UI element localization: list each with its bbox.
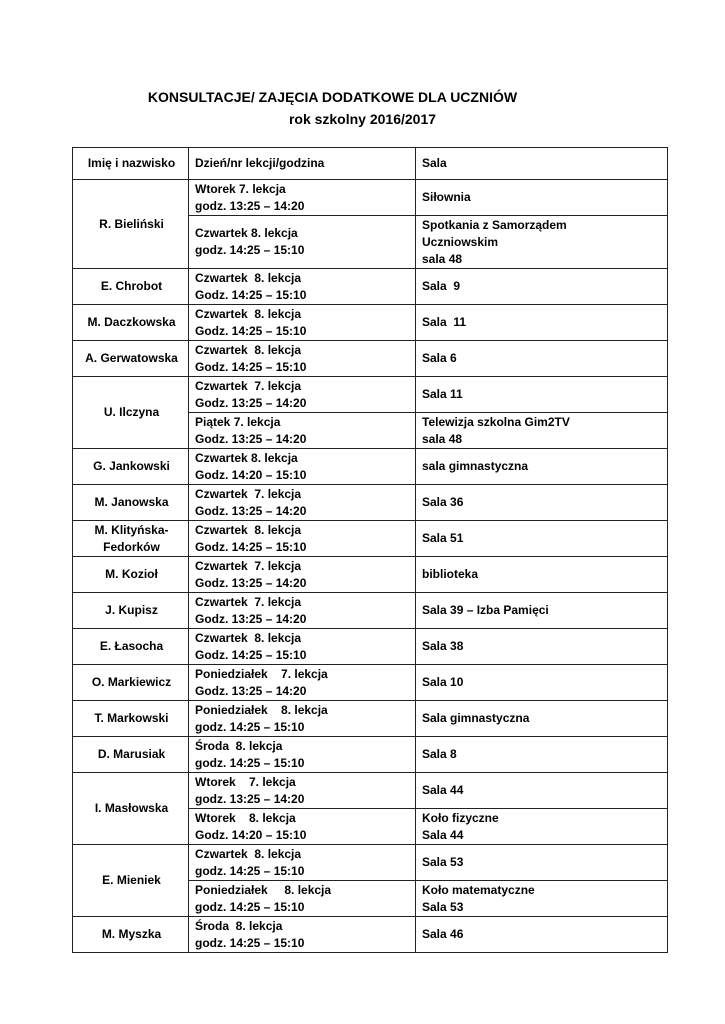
table-row	[73, 917, 668, 953]
room-cell	[416, 809, 668, 845]
schedule-cell	[189, 629, 416, 665]
schedule-cell	[189, 809, 416, 845]
schedule-cell	[189, 521, 416, 557]
lesson-time: godz. 13:25 – 14:20	[195, 198, 305, 213]
header-day: Dzień/nr lekcji/godzina	[189, 148, 416, 180]
lesson-day: Piątek 7. lekcja	[195, 414, 281, 429]
lesson-day: Środa 8. lekcja	[195, 738, 283, 753]
lesson-time: Godz. 14:25 – 15:10	[195, 359, 307, 374]
table-row	[73, 593, 668, 629]
lesson-day: Czwartek 8. lekcja	[195, 306, 302, 321]
room-label: Sala 11	[422, 315, 467, 329]
lesson-time: godz. 14:25 – 15:10	[195, 899, 305, 914]
table-row	[73, 521, 668, 557]
lesson-day: Czwartek 8. lekcja	[195, 270, 302, 285]
room-cell	[416, 773, 668, 809]
room-label: Telewizja szkolna Gim2TV	[422, 414, 570, 429]
room-cell	[416, 305, 668, 341]
teacher-name: M. Klityńska-	[94, 522, 169, 537]
consultation-table	[72, 147, 668, 953]
table-header-row	[73, 148, 668, 180]
lesson-day: Poniedziałek 7. lekcja	[195, 666, 328, 681]
lesson-day: Czwartek 7. lekcja	[195, 558, 302, 573]
table-row	[73, 449, 668, 485]
room-label: Sala 9	[422, 279, 461, 293]
table-row	[73, 305, 668, 341]
schedule-cell	[189, 737, 416, 773]
lesson-time: godz. 14:25 – 15:10	[195, 243, 305, 257]
lesson-time: Godz. 13:25 – 14:20	[195, 431, 307, 446]
lesson-time: godz. 14:25 – 15:10	[195, 863, 305, 878]
room-label: Siłownia	[422, 190, 471, 204]
schedule-cell	[189, 917, 416, 953]
teacher-name-cell	[73, 593, 189, 629]
room-label: sala 48	[422, 431, 463, 446]
room-cell	[416, 341, 668, 377]
room-label: Sala 38	[422, 639, 464, 653]
teacher-name: D. Marusiak	[97, 747, 166, 761]
room-cell	[416, 629, 668, 665]
table-row	[73, 557, 668, 593]
teacher-name: T. Markowski	[94, 711, 169, 725]
teacher-name: O. Markiewicz	[91, 675, 172, 689]
teacher-name-cell	[73, 917, 189, 953]
teacher-name-cell	[73, 737, 189, 773]
schedule-cell	[189, 773, 416, 809]
lesson-day: Wtorek 8. lekcja	[195, 810, 296, 825]
room-cell	[416, 180, 668, 216]
teacher-name: E. Chrobot	[100, 279, 163, 293]
teacher-name: M. Janowska	[94, 495, 169, 509]
schedule-cell	[189, 180, 416, 216]
schedule-cell	[189, 557, 416, 593]
teacher-name-cell	[73, 180, 189, 269]
room-label: Sala 46	[422, 927, 464, 941]
room-label: Sala 44	[422, 827, 464, 842]
schedule-cell	[189, 665, 416, 701]
lesson-time: Godz. 13:25 – 14:20	[195, 611, 307, 626]
room-label: Sala 53	[422, 855, 464, 869]
room-cell	[416, 737, 668, 773]
lesson-time: godz. 14:25 – 15:10	[195, 755, 305, 770]
schedule-cell	[189, 413, 416, 449]
room-label: biblioteka	[422, 567, 479, 581]
table-row	[73, 845, 668, 881]
lesson-day: Czwartek 8. lekcja	[195, 846, 302, 861]
header-name: Imię i nazwisko	[73, 148, 189, 180]
teacher-name: R. Bieliński	[99, 216, 164, 231]
teacher-name-cell	[73, 305, 189, 341]
room-cell	[416, 449, 668, 485]
lesson-day: Czwartek 7. lekcja	[195, 486, 302, 501]
schedule-cell	[189, 341, 416, 377]
teacher-name: Fedorków	[103, 539, 160, 554]
room-label: Sala 6	[422, 351, 457, 365]
schedule-cell	[189, 593, 416, 629]
teacher-name: M. Daczkowska	[87, 315, 176, 329]
lesson-time: Godz. 14:20 – 15:10	[195, 467, 307, 482]
lesson-day: Poniedziałek 8. lekcja	[195, 702, 328, 717]
room-label: Sala 8	[422, 747, 457, 761]
teacher-name-cell	[73, 341, 189, 377]
lesson-day: Środa 8. lekcja	[195, 918, 283, 933]
teacher-name-cell	[73, 665, 189, 701]
lesson-time: godz. 14:25 – 15:10	[195, 719, 305, 734]
room-cell	[416, 269, 668, 305]
room-label: Koło fizyczne	[422, 810, 499, 825]
schedule-cell	[189, 377, 416, 413]
lesson-day: Wtorek 7. lekcja	[195, 774, 296, 789]
table-row	[73, 701, 668, 737]
table-row	[73, 485, 668, 521]
teacher-name-cell	[73, 269, 189, 305]
header-room: Sala	[416, 148, 668, 180]
table-row	[73, 737, 668, 773]
room-label: Sala 11	[422, 387, 463, 401]
teacher-name-cell	[73, 557, 189, 593]
teacher-name-cell	[73, 773, 189, 845]
lesson-time: godz. 13:25 – 14:20	[195, 791, 305, 806]
document-title: KONSULTACJE/ ZAJĘCIA DODATKOWE DLA UCZNIÓW	[147, 89, 518, 105]
table-row	[73, 269, 668, 305]
teacher-name: A. Gerwatowska	[85, 351, 178, 365]
room-cell	[416, 216, 668, 269]
schedule-cell	[189, 305, 416, 341]
room-cell	[416, 701, 668, 737]
lesson-time: Godz. 14:25 – 15:10	[195, 647, 307, 662]
schedule-cell	[189, 845, 416, 881]
lesson-day: Czwartek 7. lekcja	[195, 594, 302, 609]
lesson-time: Godz. 14:25 – 15:10	[195, 323, 307, 338]
room-cell	[416, 377, 668, 413]
table-row	[73, 377, 668, 413]
teacher-name: E. Łasocha	[99, 639, 164, 653]
lesson-day: Wtorek 7. lekcja	[195, 181, 286, 196]
room-cell	[416, 665, 668, 701]
teacher-name: I. Masłowska	[94, 801, 169, 815]
lesson-time: Godz. 13:25 – 14:20	[195, 575, 307, 590]
teacher-name: J. Kupisz	[105, 603, 158, 617]
room-cell	[416, 917, 668, 953]
table-row	[73, 665, 668, 701]
teacher-name-cell	[73, 521, 189, 557]
lesson-time: Godz. 14:25 – 15:10	[195, 539, 307, 554]
table-row	[73, 341, 668, 377]
teacher-name-cell	[73, 449, 189, 485]
lesson-day: Czwartek 8. lekcja	[195, 630, 302, 645]
lesson-day: Czwartek 8. lekcja	[195, 226, 298, 240]
room-cell	[416, 413, 668, 449]
document-subtitle: rok szkolny 2016/2017	[288, 111, 437, 127]
lesson-time: Godz. 13:25 – 14:20	[195, 683, 307, 698]
schedule-cell	[189, 881, 416, 917]
room-cell	[416, 845, 668, 881]
room-label: Sala gimnastyczna	[422, 711, 530, 725]
room-label: Koło matematyczne	[422, 882, 535, 897]
schedule-cell	[189, 216, 416, 269]
teacher-name: M. Myszka	[101, 927, 162, 941]
teacher-name: M. Kozioł	[105, 567, 158, 581]
teacher-name: U. Ilczyna	[103, 405, 160, 419]
lesson-day: Czwartek 8. lekcja	[195, 522, 302, 537]
room-label: sala 48	[422, 251, 463, 266]
table-body	[73, 180, 668, 953]
lesson-day: Czwartek 7. lekcja	[195, 378, 302, 393]
table-row	[73, 773, 668, 809]
schedule-cell	[189, 485, 416, 521]
lesson-time: Godz. 14:25 – 15:10	[195, 287, 307, 302]
lesson-day: Poniedziałek 8. lekcja	[195, 882, 332, 897]
schedule-cell	[189, 449, 416, 485]
lesson-day: Czwartek 8. lekcja	[195, 342, 302, 357]
teacher-name: E. Mieniek	[102, 873, 161, 887]
room-cell	[416, 485, 668, 521]
teacher-name-cell	[73, 701, 189, 737]
schedule-cell	[189, 269, 416, 305]
teacher-name-cell	[73, 629, 189, 665]
teacher-name: G. Jankowski	[93, 459, 170, 473]
room-label: Sala 51	[422, 531, 464, 545]
room-cell	[416, 881, 668, 917]
lesson-day: Czwartek 8. lekcja	[195, 450, 298, 465]
teacher-name-cell	[73, 377, 189, 449]
room-label: Sala 44	[422, 783, 464, 797]
lesson-time: Godz. 13:25 – 14:20	[195, 395, 307, 410]
lesson-time: Godz. 13:25 – 14:20	[195, 503, 307, 518]
schedule-cell	[189, 701, 416, 737]
teacher-name-cell	[73, 845, 189, 917]
room-cell	[416, 521, 668, 557]
lesson-time: Godz. 14:20 – 15:10	[195, 827, 307, 842]
room-label: Sala 10	[422, 675, 464, 689]
room-label: Spotkania z Samorządem	[422, 217, 567, 232]
teacher-name-cell	[73, 485, 189, 521]
table-row	[73, 180, 668, 216]
room-label: Uczniowskim	[422, 234, 499, 249]
room-label: sala gimnastyczna	[422, 459, 529, 473]
lesson-time: godz. 14:25 – 15:10	[195, 935, 305, 950]
room-label: Sala 36	[422, 495, 464, 509]
room-label: Sala 39 – Izba Pamięci	[422, 603, 549, 617]
room-cell	[416, 557, 668, 593]
table-row	[73, 629, 668, 665]
room-label: Sala 53	[422, 899, 464, 914]
room-cell	[416, 593, 668, 629]
